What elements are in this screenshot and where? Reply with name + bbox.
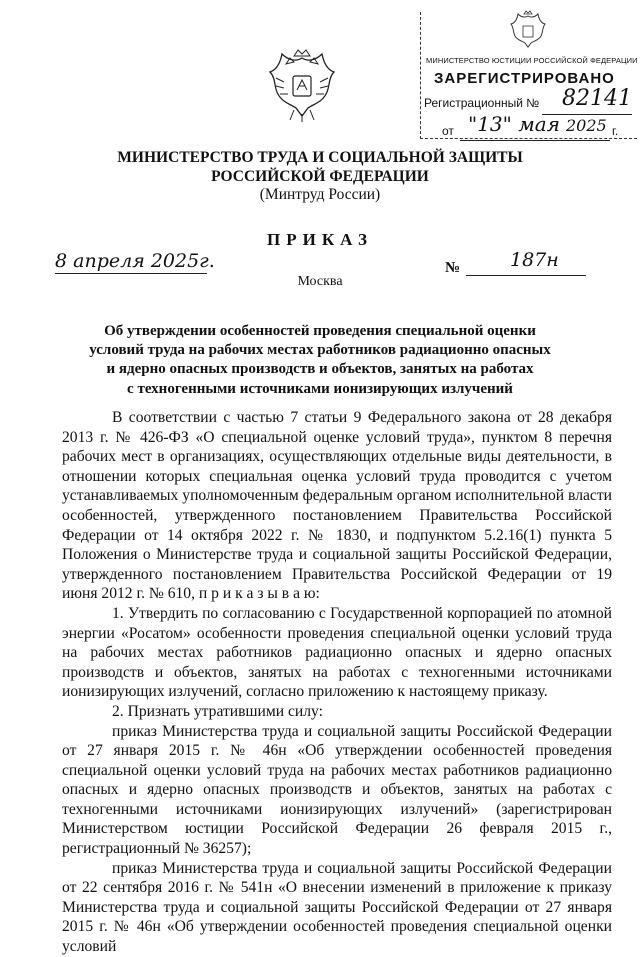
ministry-name-line1: МИНИСТЕРСТВО ТРУДА И СОЦИАЛЬНОЙ ЗАЩИТЫ: [117, 149, 523, 166]
subject-line: условий труда на рабочих местах работников радиационно опасных: [89, 342, 551, 359]
stamp-ministry-name: МИНИСТЕРСТВО ЮСТИЦИИ РОССИЙСКОЙ ФЕДЕРАЦИИ: [426, 56, 638, 65]
order-number-sign: №: [445, 260, 461, 276]
stamp-regno-value: 82141: [562, 86, 632, 111]
city: Москва: [297, 274, 343, 289]
subject-line: Об утверждении особенностей проведения специальной оценки: [104, 323, 536, 339]
stamp-regno-label: Регистрационный №: [424, 96, 540, 110]
order-number-underline: [466, 275, 586, 276]
ministry-name-line2: РОССИЙСКОЙ ФЕДЕРАЦИИ: [211, 168, 429, 185]
body-paragraph: В соответствии с частью 7 статьи 9 Федерального закона от 28 декабря 2013 г. № 426-ФЗ «О специальной оценке условий труда», пунктом 8 перечня рабочих мест в организациях, осуществляющих отдельные виды деятельности, в отношении которых специальная оценка условий труда проводится с учетом устанавливаемых уполномоченным федеральным органом исполнительной власти особенностей, утвержденного постановлением Правительства Российской Федерации от 14 октября 2022 г. № 1830, и подпунктом 5.2.16(1) пункта 5 Положения о Министерстве труда и социальной защиты Российской Федерации, утвержденного постановлением Правительства Российской Федерации от 19 июня 2012 г. № 610, п р и к а з ы в а ю:: [62, 409, 612, 603]
stamp-emblem-icon: [508, 10, 548, 50]
subject-line: с техногенными источниками ионизирующих излучений: [127, 380, 513, 397]
stamp-date-prefix: от: [442, 124, 454, 138]
stamp-year-suffix: г.: [612, 124, 619, 138]
subject-line: и ядерно опасных производств и объектов, занятых на работах: [106, 361, 534, 378]
order-subject: [80, 322, 560, 399]
stamp-date-underline: [460, 140, 610, 141]
registration-stamp: [416, 10, 638, 142]
body-paragraph: приказ Министерства труда и социальной защиты Российской Федерации от 27 января 2015 г. № 46н «Об утверждении особенностей проведения специальной оценки условий труда на рабочих местах работников радиационно опасных и ядерно опасных производств и объектов, занятых на работах с техногенными источниками ионизирующих излучений» (зарегистрирован Министерством юстиции Российской Федерации 26 февраля 2015 г., регистрационный № 36257);: [62, 722, 612, 858]
order-number: 187н: [510, 249, 559, 271]
order-date: 8 апреля 2025г.: [55, 250, 215, 272]
order-title: ПРИКАЗ: [267, 230, 373, 249]
ministry-short-name: (Минтруд России): [259, 186, 381, 203]
body-paragraph: 2. Признать утратившими силу:: [112, 702, 323, 720]
stamp-year-value: 2025: [566, 116, 607, 135]
order-body: [62, 408, 612, 957]
state-emblem-icon: [266, 48, 338, 124]
stamp-registered-label: ЗАРЕГИСТРИРОВАНО: [434, 70, 615, 87]
body-paragraph: приказ Министерства труда и социальной защиты Российской Федерации от 22 сентября 2016 г. № 541н «О внесении изменений в приложение к приказу Министерства труда и социальной защиты Российской Федерации от 27 января 2015 г. № 46н «Об утверждении особенностей проведения специальной оценки условий: [62, 859, 612, 956]
stamp-date-value: "13" мая: [468, 112, 560, 136]
body-paragraph: 1. Утвердить по согласованию с Государственной корпорацией по атомной энергии «Росатом» особенности проведения специальной оценки условий труда на рабочих местах работников радиационно опасных и ядерно опасных производств и объектов, занятых на работах с техногенными источниками ионизирующих излучений, согласно приложению к настоящему приказу.: [62, 604, 612, 701]
